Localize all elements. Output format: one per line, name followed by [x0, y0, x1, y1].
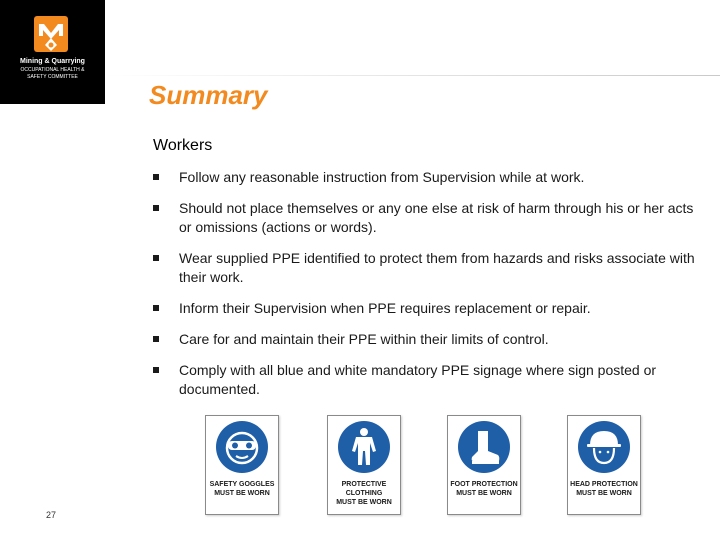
bullet-square-icon — [153, 367, 159, 373]
bullet-text: Wear supplied PPE identified to protect them from hazards and risks associate with their work. — [179, 250, 695, 285]
sign-caption — [330, 480, 398, 507]
sign-caption-line-1: PROTECTIVE CLOTHING — [341, 481, 387, 497]
bullet-item — [153, 199, 698, 237]
sign-caption-line-2: MUST BE WORN — [456, 490, 512, 497]
sign-protective-clothing — [327, 415, 401, 515]
sign-caption-line-2: MUST BE WORN — [576, 490, 632, 497]
bullet-item — [153, 168, 698, 187]
mq-logo-mark-icon — [34, 16, 68, 52]
slide-title: Summary — [149, 80, 268, 110]
committee-logo — [0, 0, 105, 104]
coverall-icon — [338, 421, 390, 473]
sign-head-protection — [567, 415, 641, 515]
sign-caption-line-2: MUST BE WORN — [336, 499, 392, 506]
sign-caption — [570, 480, 638, 498]
title-divider — [105, 75, 720, 76]
bullet-text: Inform their Supervision when PPE requires replacement or repair. — [179, 300, 591, 316]
bullet-square-icon — [153, 336, 159, 342]
sign-caption — [450, 480, 518, 498]
bullet-item — [153, 330, 698, 349]
section-label: Workers — [153, 137, 213, 154]
sign-safety-goggles — [205, 415, 279, 515]
logo-line-2: OCCUPATIONAL HEALTH & — [20, 67, 85, 73]
sidebar — [0, 0, 105, 540]
page-number: 27 — [46, 510, 57, 520]
boot-icon — [458, 421, 510, 473]
bullet-square-icon — [153, 255, 159, 261]
logo-line-3: SAFETY COMMITTEE — [27, 74, 78, 80]
bullet-item — [153, 249, 698, 287]
sign-caption-line-1: HEAD PROTECTION — [570, 481, 638, 488]
bullet-item — [153, 361, 698, 399]
sign-caption-line-1: SAFETY GOGGLES — [209, 481, 275, 488]
bullet-text: Care for and maintain their PPE within their limits of control. — [179, 331, 549, 347]
bullet-text: Should not place themselves or any one else at risk of harm through his or her acts or omissions (actions or words). — [179, 200, 694, 235]
hardhat-icon — [578, 421, 630, 473]
bullet-list — [153, 168, 698, 411]
bullet-item — [153, 299, 698, 318]
goggles-icon — [216, 421, 268, 473]
sign-foot-protection — [447, 415, 521, 515]
logo-line-1: Mining & Quarrying — [20, 58, 85, 65]
ppe-signs — [205, 415, 645, 515]
sign-caption-line-2: MUST BE WORN — [214, 490, 270, 497]
bullet-text: Follow any reasonable instruction from Supervision while at work. — [179, 169, 585, 185]
bullet-square-icon — [153, 174, 159, 180]
sign-caption-line-1: FOOT PROTECTION — [450, 481, 518, 488]
bullet-text: Comply with all blue and white mandatory PPE signage where sign posted or documented. — [179, 362, 657, 397]
bullet-square-icon — [153, 305, 159, 311]
sign-caption — [208, 480, 276, 498]
bullet-square-icon — [153, 205, 159, 211]
